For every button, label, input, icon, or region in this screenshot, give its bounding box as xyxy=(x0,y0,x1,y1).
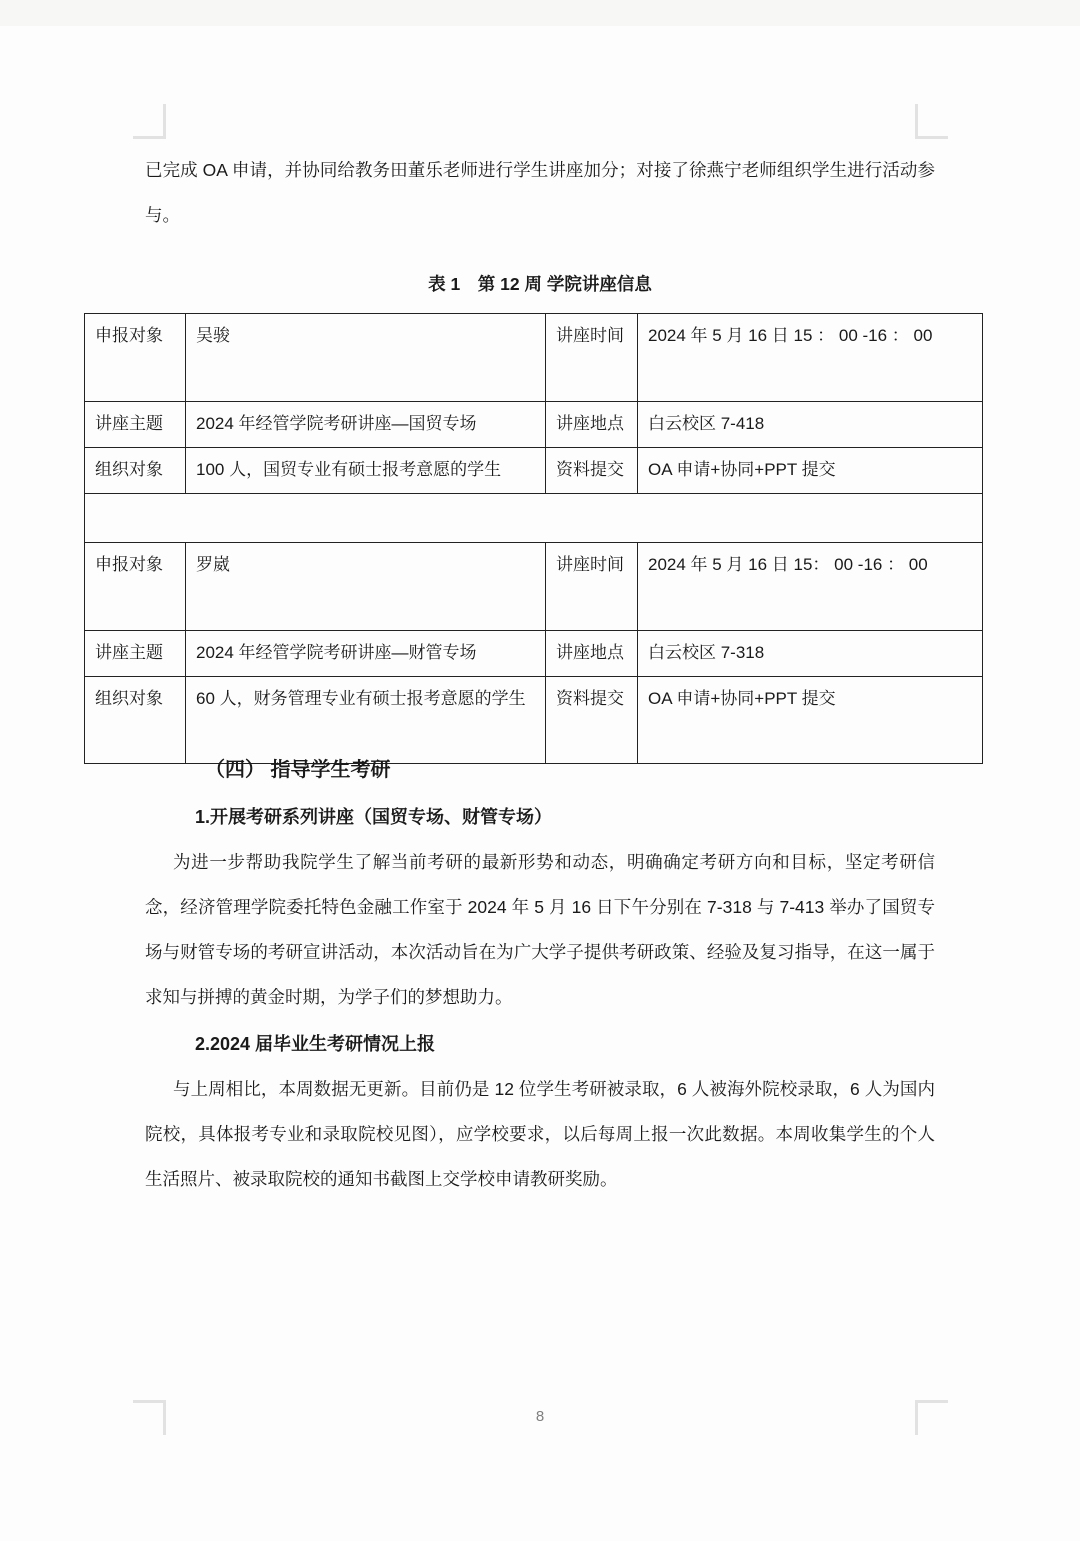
intro-paragraph: 已完成 OA 申请，并协同给教务田董乐老师进行学生讲座加分；对接了徐燕宁老师组织学生进行活动参与。 xyxy=(145,160,935,225)
table-cell-label: 讲座时间 xyxy=(546,314,638,402)
crop-mark-top-right xyxy=(915,104,948,139)
section-four xyxy=(145,748,935,1202)
table-row xyxy=(85,631,983,677)
subsection-2-paragraph: 与上周相比，本周数据无更新。目前仍是 12 位学生考研被录取，6 人被海外院校录取，6 人为国内院校，具体报考专业和录取院校见图），应学校要求，以后每周上报一次此数据。本周收集学生的个人生活照片、被录取院校的通知书截图上交学校申请教研奖励。 xyxy=(145,1079,935,1189)
table-cell-label: 组织对象 xyxy=(85,448,186,494)
table-cell-value: 2024 年经管学院考研讲座—国贸专场 xyxy=(186,402,546,448)
table-cell-label: 申报对象 xyxy=(85,543,186,631)
lecture-info-table xyxy=(84,313,983,764)
table-cell-value: 罗崴 xyxy=(186,543,546,631)
table-cell-label: 讲座时间 xyxy=(546,543,638,631)
document-body xyxy=(145,148,935,307)
table-cell-value: 2024 年 5 月 16 日 15 ： 00 -16 ： 00 xyxy=(638,314,983,402)
table-cell-value: OA 申请+协同+PPT 提交 xyxy=(638,448,983,494)
table-cell-label: 讲座地点 xyxy=(546,631,638,677)
table-cell-label: 申报对象 xyxy=(85,314,186,402)
table-spacer-row xyxy=(85,494,983,543)
table-cell-value: 白云校区 7-318 xyxy=(638,631,983,677)
table-cell-value: 白云校区 7-418 xyxy=(638,402,983,448)
table-cell-value: 吴骏 xyxy=(186,314,546,402)
table-cell-label: 资料提交 xyxy=(546,677,638,764)
page-number: 8 xyxy=(535,1408,545,1425)
table-cell-label: 讲座地点 xyxy=(546,402,638,448)
table-row xyxy=(85,314,983,402)
table-row xyxy=(85,402,983,448)
table-cell-value: 2024 年经管学院考研讲座—财管专场 xyxy=(186,631,546,677)
table-cell-value: OA 申请+协同+PPT 提交 xyxy=(638,677,983,764)
table-row xyxy=(85,543,983,631)
table-cell-value: 100 人，国贸专业有硕士报考意愿的学生 xyxy=(186,448,546,494)
table-cell-label: 讲座主题 xyxy=(85,631,186,677)
table-cell-label: 组织对象 xyxy=(85,677,186,764)
table-cell-label: 资料提交 xyxy=(546,448,638,494)
section-heading: （四） 指导学生考研 xyxy=(205,759,391,781)
subsection-2-heading: 2.2024 届毕业生考研情况上报 xyxy=(195,1034,436,1054)
table-cell-value: 60 人，财务管理专业有硕士报考意愿的学生 xyxy=(186,677,546,764)
table-empty-cell xyxy=(85,494,983,543)
subsection-1-heading: 1.开展考研系列讲座（国贸专场、财管专场） xyxy=(195,807,553,827)
page-top-band xyxy=(0,0,1080,26)
table-caption: 表 1 第 12 周 学院讲座信息 xyxy=(428,274,652,294)
crop-mark-top-left xyxy=(133,104,166,139)
subsection-1-paragraph: 为进一步帮助我院学生了解当前考研的最新形势和动态，明确确定考研方向和目标，坚定考研信念，经济管理学院委托特色金融工作室于 2024 年 5 月 16 日下午分别在 7-318 与 7-413 举办了国贸专场与财管专场的考研宣讲活动，本次活动旨在为广大学子提供考研政策、经验及复习指导，在这一属于求知与拼搏的黄金时期，为学子们的梦想助力。 xyxy=(145,852,935,1007)
table-cell-value: 2024 年 5 月 16 日 15： 00 -16 ： 00 xyxy=(638,543,983,631)
table-cell-label: 讲座主题 xyxy=(85,402,186,448)
table-row xyxy=(85,448,983,494)
